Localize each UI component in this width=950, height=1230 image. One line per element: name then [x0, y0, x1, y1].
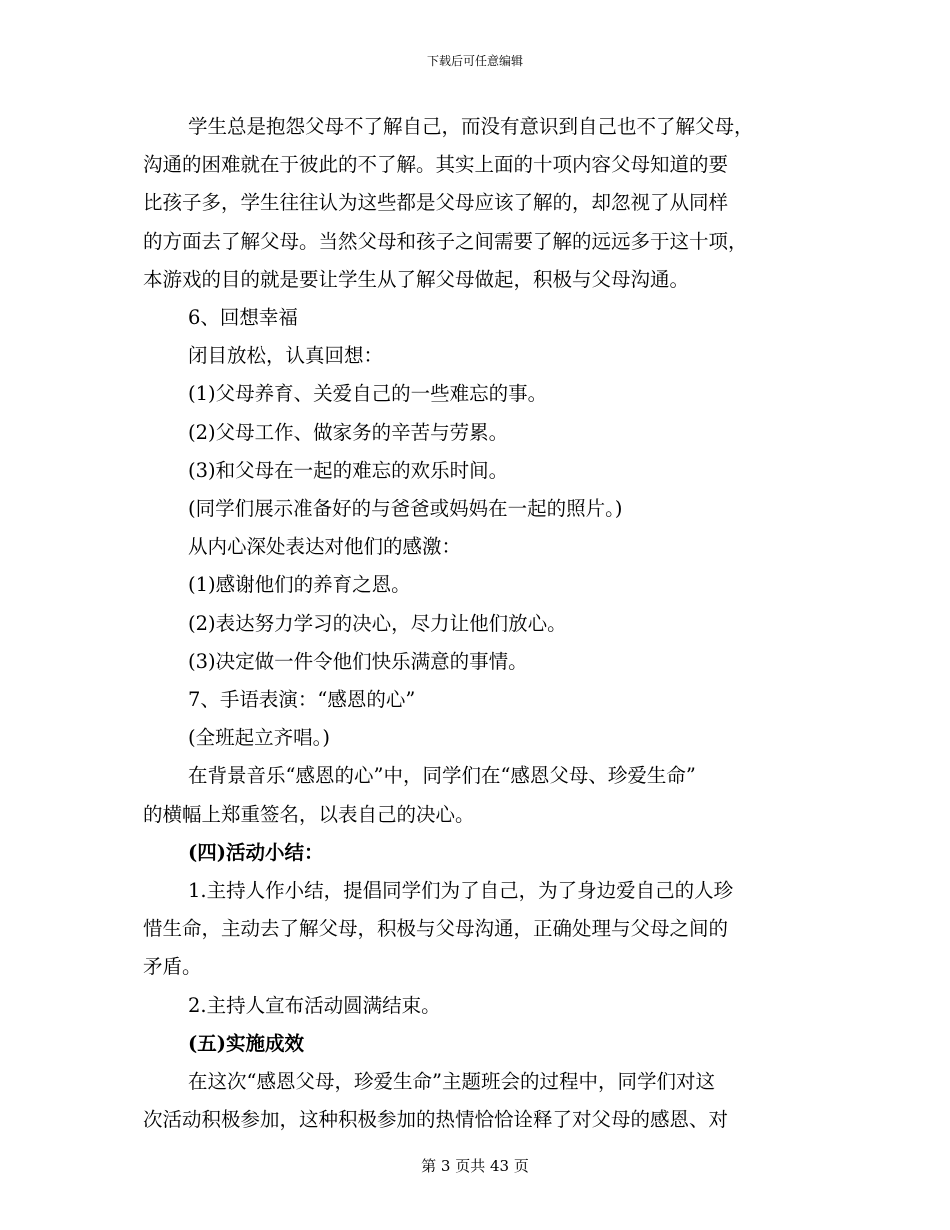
paragraph-line: (3)和父母在一起的难忘的欢乐时间。 — [188, 458, 509, 482]
paragraph-line: 从内心深处表达对他们的感激： — [188, 535, 462, 559]
paragraph-line: 在背景音乐“感恩的心”中，同学们在“感恩父母、珍爱生命” — [188, 764, 696, 788]
paragraph-line: 1.主持人作小结，提倡同学们为了自己，为了身边爱自己的人珍 — [188, 879, 734, 903]
paragraph-line: (1)感谢他们的养育之恩。 — [188, 573, 411, 597]
paragraph-line: 次活动积极参加，这种积极参加的热情恰恰诠释了对父母的感恩、对 — [143, 1108, 729, 1132]
paragraph-line: 的横幅上郑重签名，以表自己的决心。 — [143, 802, 475, 826]
paragraph-line: 矛盾。 — [143, 955, 202, 979]
paragraph-line: 的方面去了解父母。当然父母和孩子之间需要了解的远远多于这十项， — [143, 229, 748, 253]
paragraph-line: 闭目放松，认真回想： — [188, 344, 384, 368]
paragraph-line: 沟通的困难就在于彼此的不了解。其实上面的十项内容父母知道的要 — [143, 153, 729, 177]
paragraph-line: (2)父母工作、做家务的辛苦与劳累。 — [188, 420, 509, 444]
paragraph-line: 学生总是抱怨父母不了解自己，而没有意识到自己也不了解父母， — [188, 115, 754, 138]
paragraph-line: (1)父母养育、关爱自己的一些难忘的事。 — [188, 382, 548, 406]
section-heading: (四)活动小结： — [188, 840, 324, 864]
paragraph-line: 惜生命，主动去了解父母，积极与父母沟通，正确处理与父母之间的 — [143, 917, 729, 941]
paragraph-line: (全班起立齐唱。) — [188, 726, 330, 750]
paragraph-line: (3)决定做一件令他们快乐满意的事情。 — [188, 649, 528, 673]
page-footer: 第 3 页共 43 页 — [421, 1157, 529, 1175]
document-body — [143, 108, 808, 1139]
paragraph-line: 2.主持人宣布活动圆满结束。 — [188, 993, 441, 1017]
page-header: 下载后可任意编辑 — [426, 54, 523, 68]
paragraph-line: 6、回想幸福 — [188, 306, 298, 330]
paragraph-line: 在这次“感恩父母，珍爱生命”主题班会的过程中，同学们对这 — [188, 1070, 715, 1094]
paragraph-line: 比孩子多，学生往往认为这些都是父母应该了解的，却忽视了从同样 — [143, 191, 729, 215]
section-heading: (五)实施成效 — [188, 1031, 304, 1055]
paragraph-line: 本游戏的目的就是要让学生从了解父母做起，积极与父母沟通。 — [143, 267, 690, 291]
paragraph-line: (同学们展示准备好的与爸爸或妈妈在一起的照片。) — [188, 497, 623, 521]
paragraph-line: 7、手语表演：“感恩的心” — [188, 688, 416, 712]
paragraph-line: (2)表达努力学习的决心，尽力让他们放心。 — [188, 611, 567, 635]
